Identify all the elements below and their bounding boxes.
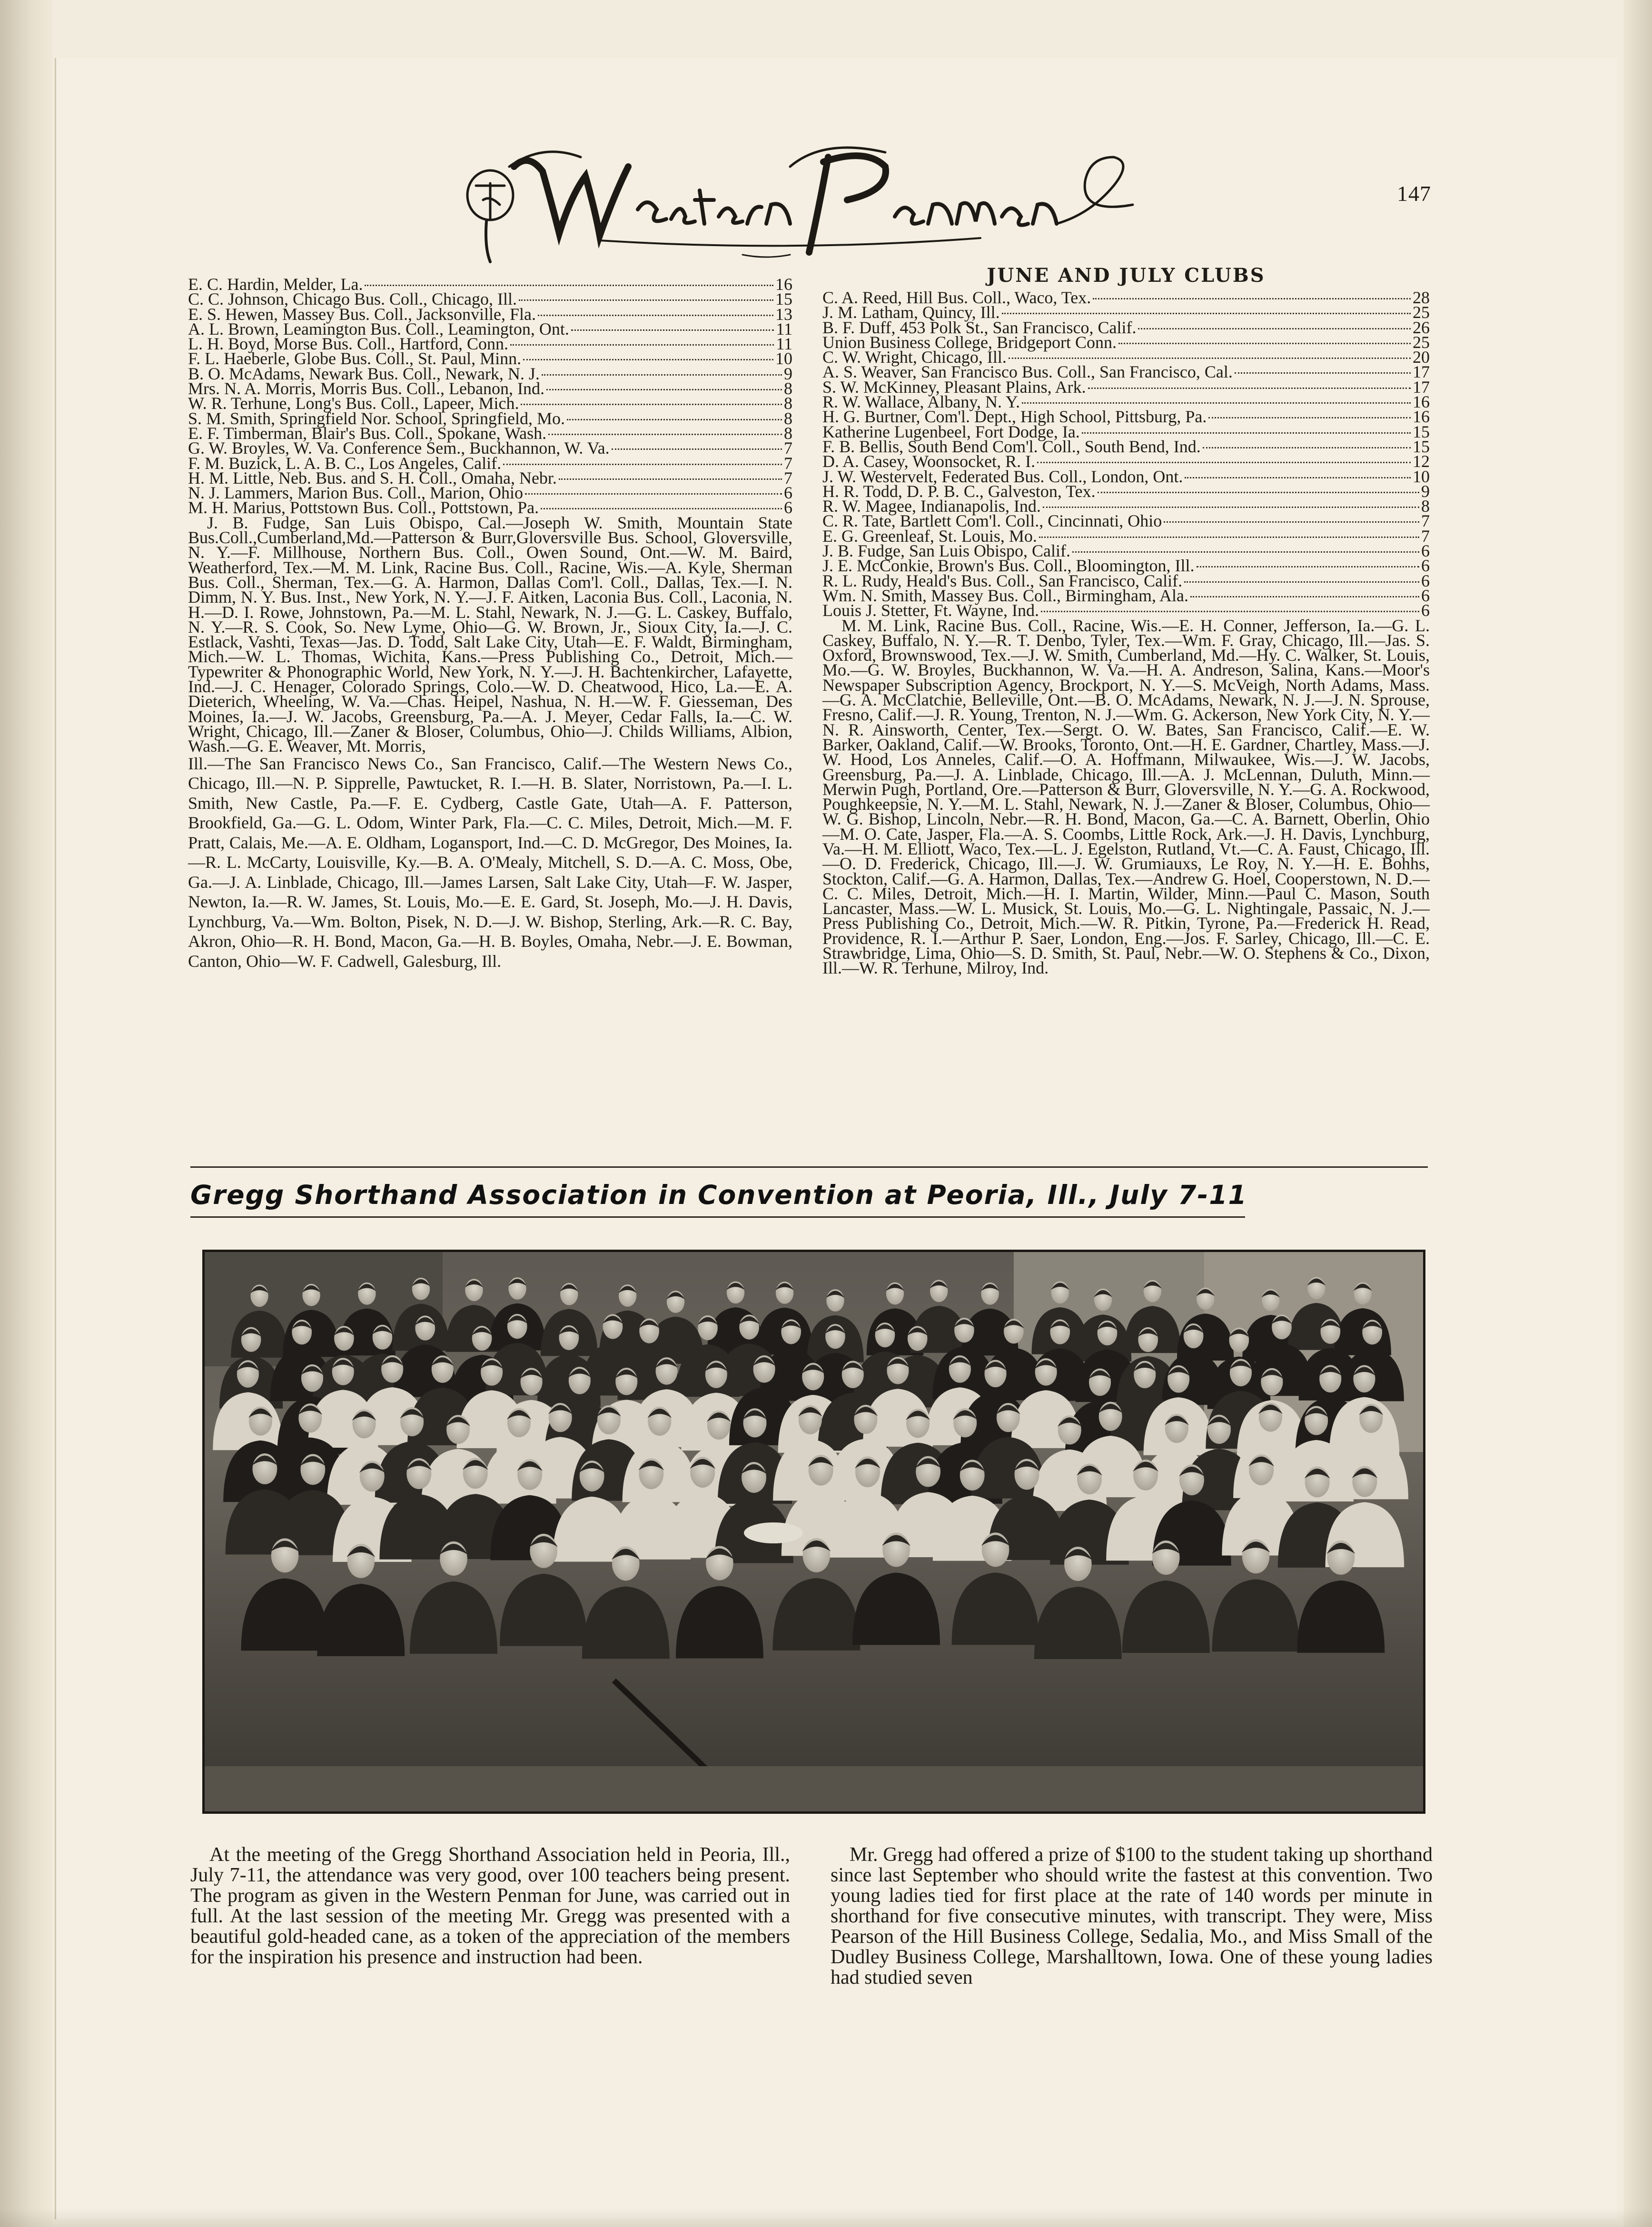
list-item: J. W. Westervelt, Federated Bus. Coll., London, Ont. 10 xyxy=(822,467,1430,486)
list-item: C. A. Reed, Hill Bus. Coll., Waco, Tex. 28 xyxy=(822,288,1430,307)
list-item: N. J. Lammers, Marion Bus. Coll., Marion, Ohio 6 xyxy=(188,483,792,503)
list-item: Wm. N. Smith, Massey Bus. Coll., Birmingham, Ala. 6 xyxy=(822,586,1430,605)
list-item: F. M. Buzick, L. A. B. C., Los Angeles, Calif. 7 xyxy=(188,453,792,473)
section-divider xyxy=(190,1166,1428,1168)
masthead-logo xyxy=(457,138,1152,267)
scan-right-edge xyxy=(1623,0,1652,2227)
list-item: H. G. Burtner, Com'l. Dept., High School, Pittsburg, Pa. 16 xyxy=(822,407,1430,427)
list-item: Louis J. Stetter, Ft. Wayne, Ind. 6 xyxy=(822,601,1430,620)
left-column xyxy=(188,277,792,971)
list-item: E. G. Greenleaf, St. Louis, Mo. 7 xyxy=(822,526,1430,546)
list-item: B. F. Duff, 453 Polk St., San Francisco, Calif. 26 xyxy=(822,318,1430,337)
list-item: Katherine Lugenbeel, Fort Dodge, Ia. 15 xyxy=(822,422,1430,441)
right-names-paragraph: M. M. Link, Racine Bus. Coll., Racine, Wis.—E. H. Conner, Jefferson, Ia.—G. L. Caskey, Buffalo, N. Y.—R. T. Denbo, Tyler, Tex.—Wm. F. Gray, Chicago, Ill.—Jas. S. Oxford, Brownswood, Tex.—J. W. Smith, Cumberland, Md.—Hy. C. Walker, St. Louis, Mo.—G. W. Broyles, Buckhannon, W. Va.—H. A. Andreson, Salina, Kans.—Moor's Newspaper Subscription Agency, Brockport, N. Y.—S. McVeigh, North Adams, Mass.—G. A. McClatchie, Belleville, Ont.—B. O. McAdams, Newark, N. J.—J. N. Sprouse, Fresno, Calif.—J. R. Young, Trenton, N. J.—Wm. G. Ackerson, New York City, N. Y.—N. R. Ainsworth, Center, Tex.—Sergt. O. W. Bates, San Francisco, Calif.—E. W. Barker, Oakland, Calif.—W. Brooks, Toronto, Ont.—H. E. Gardner, Chartley, Mass.—J. W. Hood, Los Anneles, Calif.—O. A. Hoffmann, Milwaukee, Wis.—J. W. Jacobs, Greensburg, Pa.—J. A. Linblade, Chicago, Ill.—A. J. McLennan, Duluth, Minn.—Merwin Pugh, Portland, Ore.—Patterson & Burr, Gloversville, N. Y.—G. A. Rockwood, Poughkeepsie, N. Y.—M. L. Stahl, Newark, N. J.—Zaner & Bloser, Columbus, Ohio—W. G. Bishop, Lincoln, Nebr.—R. H. Bond, Macon, Ga.—C. A. Barnett, Oberlin, Ohio—M. O. Cate, Jasper, Fla.—A. S. Coombs, Little Rock, Ark.—J. H. Davis, Lynchburg, Va.—H. M. Elliott, Waco, Tex.—L. J. Egelston, Rutland, Vt.—C. A. Faust, Chicago, Ill.—O. D. Frederick, Chicago, Ill.—J. W. Grumiauxs, Le Roy, N. Y.—H. E. Bohhs, Stockton, Calif.—G. A. Harmon, Dallas, Tex.—Andrew G. Hoel, Cooperstown, N. D.—C. C. Miles, Detroit, Mich.—H. I. Martin, Wilder, Minn.—Paul C. Mason, South Lancaster, Mass.—W. L. Musick, St. Louis, Mo.—G. L. Nightingale, Passaic, N. J.—Press Publishing Co., Detroit, Mich.—W. R. Pitkin, Tyrone, Pa.—Frederick H. Read, Providence, R. I.—Arthur P. Saer, London, Eng.—Jos. F. Sarley, Chicago, Ill.—C. E. Strawbridge, Lima, Ohio—S. D. Smith, St. Paul, Nebr.—W. O. Stephens & Co., Dixon, Ill.—W. R. Terhune, Milroy, Ind. xyxy=(822,616,1430,978)
list-item: C. R. Tate, Bartlett Com'l. Coll., Cincinnati, Ohio 7 xyxy=(822,511,1430,531)
scan-left-edge xyxy=(0,0,52,2227)
list-item: M. H. Marius, Pottstown Bus. Coll., Pottstown, Pa. 6 xyxy=(188,498,792,517)
list-item: D. A. Casey, Woonsocket, R. I. 12 xyxy=(822,452,1430,471)
western-penman-logo xyxy=(457,138,1152,267)
list-item: Union Business College, Bridgeport Conn. 25 xyxy=(822,332,1430,352)
list-item: E. C. Hardin, Melder, La. 16 xyxy=(188,275,792,294)
list-item: A. S. Weaver, San Francisco Bus. Coll., San Francisco, Cal. 17 xyxy=(822,362,1430,382)
list-item: J. M. Latham, Quincy, Ill. 25 xyxy=(822,303,1430,322)
list-item: W. R. Terhune, Long's Bus. Coll., Lapeer, Mich. 8 xyxy=(188,394,792,413)
list-item: J. B. Fudge, San Luis Obispo, Calif. 6 xyxy=(822,541,1430,561)
page-number: 147 xyxy=(1397,181,1431,206)
list-item: E. S. Hewen, Massey Bus. Coll., Jacksonville, Fla. 13 xyxy=(188,304,792,324)
list-item: H. M. Little, Neb. Bus. and S. H. Coll., Omaha, Nebr. 7 xyxy=(188,468,792,487)
list-item: E. F. Timberman, Blair's Bus. Coll., Spokane, Wash. 8 xyxy=(188,423,792,443)
convention-title: Gregg Shorthand Association in Convention at Peoria, Ill., July 7-11 xyxy=(190,1180,1247,1210)
left-club-list xyxy=(188,277,792,516)
list-item: C. C. Johnson, Chicago Bus. Coll., Chicago, Ill. 15 xyxy=(188,289,792,309)
list-item: Mrs. N. A. Morris, Morris Bus. Coll., Lebanon, Ind. 8 xyxy=(188,379,792,398)
article-paragraph: Mr. Gregg had offered a prize of $100 to the student taking up shorthand since last September who should write the fastest at this convention. Two young ladies tied for first place at the rate of 140 words per minute in shorthand for five consecutive minutes, with transcript. They were, Miss Pearson of the Hill Business College, Sedalia, Mo., and Miss Small of the Dudley Business College, Marshalltown, Iowa. One of these young ladies had studied seven xyxy=(831,1844,1433,1988)
list-item: S. W. McKinney, Pleasant Plains, Ark. 17 xyxy=(822,377,1430,397)
list-item: A. L. Brown, Leamington Bus. Coll., Leamington, Ont. 11 xyxy=(188,319,792,338)
scan-bottom-shadow xyxy=(0,2208,1652,2227)
article-paragraph: At the meeting of the Gregg Shorthand Association held in Peoria, Ill., July 7-11, the attendance was very good, over 100 teachers being present. The program as given in the Western Penman for June, was carried out in full. At the last session of the meeting Mr. Gregg was presented with a beautiful gold-headed cane, as a token of the appreciation of the members for the inspiration his presence and instruction had been. xyxy=(190,1844,790,1968)
article-right-column xyxy=(831,1845,1433,1988)
list-item: R. W. Magee, Indianapolis, Ind. 8 xyxy=(822,497,1430,516)
list-item: R. L. Rudy, Heald's Bus. Coll., San Francisco, Calif. 6 xyxy=(822,571,1430,590)
straw-hat xyxy=(744,1522,803,1543)
right-column xyxy=(822,265,1430,976)
list-item: B. O. McAdams, Newark Bus. Coll., Newark, N. J. 9 xyxy=(188,364,792,383)
group-photo-image xyxy=(205,1252,1423,1811)
clubs-heading: JUNE AND JULY CLUBS xyxy=(987,264,1266,287)
left-names-paragraph: J. B. Fudge, San Luis Obispo, Cal.—Joseph W. Smith, Mountain State Bus.Coll.,Cumberland,Md.—Patterson & Burr,Gloversville Bus. School, Gloversville, N. Y.—F. Millhouse, Northern Bus. Coll., Owen Sound, Ont.—W. M. Baird, Weatherford, Tex.—M. M. Link, Racine Bus. Coll., Racine, Wis.—A. Kyle, Sherman Bus. Coll., Sherman, Tex.—G. A. Harmon, Dallas Com'l. Coll., Dallas, Tex.—I. N. Dimm, N. Y. Bus. Inst., New York, N. Y.—J. F. Aitken, Laconia Bus. Coll., Laconia, N. H.—D. I. Rowe, Johnstown, Pa.—M. L. Stahl, Newark, N. J.—G. L. Caskey, Buffalo, N. Y.—R. S. Cook, So. New Lyme, Ohio—G. W. Brown, Jr., Sioux City, Ia.—J. C. Estlack, Vashti, Texas—Jas. D. Todd, Salt Lake City, Utah—E. F. Waldt, Birmingham, Mich.—W. L. Thomas, Wichita, Kans.—Press Publishing Co., Detroit, Mich.—Typewriter & Phonographic World, New York, N. Y.—J. H. Bachtenkircher, Lafayette, Ind.—J. C. Henager, Colorado Springs, Colo.—W. D. Cheatwood, Hico, La.—E. A. Dieterich, Wheeling, W. Va.—Chas. Heipel, Nashua, N. H.—W. F. Giesseman, Des Moines, Ia.—J. W. Jacobs, Greensburg, Pa.—A. J. Meyer, Cedar Falls, Ia.—C. W. Wright, Chicago, Ill.—Zaner & Bloser, Columbus, Ohio—J. Childs Williams, Albion, Wash.—G. E. Weaver, Mt. Morris, xyxy=(188,513,792,756)
list-item: H. R. Todd, D. P. B. C., Galveston, Tex. 9 xyxy=(822,481,1430,501)
convention-group-photo xyxy=(202,1250,1425,1814)
list-item: C. W. Wright, Chicago, Ill. 20 xyxy=(822,348,1430,367)
list-item: S. M. Smith, Springfield Nor. School, Springfield, Mo. 8 xyxy=(188,408,792,428)
left-names-paragraph-continued: Ill.—The San Francisco News Co., San Francisco, Calif.—The Western News Co., Chicago, Ill.—N. P. Sipprelle, Pawtucket, R. I.—H. B. Slater, Norristown, Pa.—I. L. Smith, New Castle, Pa.—F. E. Cydberg, Castle Gate, Utah—A. F. Patterson, Brookfield, Ga.—G. L. Odom, Winter Park, Fla.—C. C. Miles, Detroit, Mich.—M. F. Pratt, Calais, Me.—A. E. Oldham, Logansport, Ind.—C. D. McGregor, Des Moines, Ia.—R. L. McCarty, Louisville, Ky.—B. A. O'Mealy, Mitchell, S. D.—A. C. Moss, Obe, Ga.—J. A. Linblade, Chicago, Ill.—James Larsen, Salt Lake City, Utah—F. W. Jasper, Newton, Ia.—R. W. James, St. Louis, Mo.—E. E. Gard, St. Joseph, Mo.—J. H. Davis, Lynchburg, Va.—Wm. Bolton, Pisek, N. D.—J. W. Bishop, Sterling, Ark.—R. C. Bay, Akron, Ohio—R. H. Bond, Macon, Ga.—H. B. Boyles, Omaha, Nebr.—J. E. Bowman, Canton, Ohio—W. F. Cadwell, Galesburg, Ill. xyxy=(188,754,792,971)
list-item: G. W. Broyles, W. Va. Conference Sem., Buckhannon, W. Va. 7 xyxy=(188,438,792,458)
right-club-list xyxy=(822,290,1430,618)
article-left-column xyxy=(190,1845,790,1968)
list-item: F. L. Haeberle, Globe Bus. Coll., St. Paul, Minn. 10 xyxy=(188,349,792,368)
title-underline xyxy=(190,1216,1245,1218)
list-item: J. E. McConkie, Brown's Bus. Coll., Bloomington, Ill. 6 xyxy=(822,556,1430,576)
list-item: R. W. Wallace, Albany, N. Y. 16 xyxy=(822,392,1430,412)
list-item: L. H. Boyd, Morse Bus. Coll., Hartford, Conn. 11 xyxy=(188,334,792,354)
list-item: F. B. Bellis, South Bend Com'l. Coll., South Bend, Ind. 15 xyxy=(822,437,1430,456)
